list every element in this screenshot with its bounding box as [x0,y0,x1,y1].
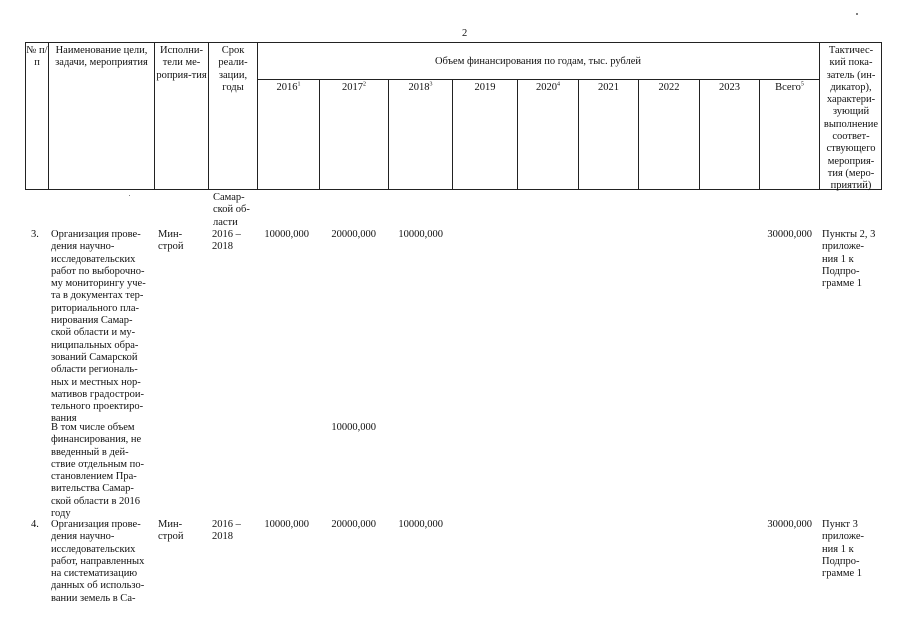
row-number: 4. [31,519,39,530]
row-name: Организация прове- дения научно- исследовательских работ по выборочно- му мониторингу уче- та в документах тер- риториального пла- нирования Самар- ской области и му- ниципальных обра- зований Самарской области региональ- ных и местных нор- мативов градострои- тельного проектиро- вания [51,229,146,425]
row-value-2017: 10000,000 [331,422,376,433]
year-header-2023: 2023 [719,82,740,93]
header-indicator: Тактичес-кий пока-затель (ин-дикатор), характери-зующий выполнение соответ-ствующего мероприя-тия (меро-приятий) [823,45,879,192]
header-name: Наименование цели, задачи, мероприятия [55,45,148,69]
row-value-total: 30000,000 [767,229,812,240]
page-number: 2 [462,28,468,39]
row-executor: Мин- строй [158,519,184,543]
header-financing: Объем финансирования по годам, тыс. рублей [434,56,642,67]
header-executors: Исполни-тели ме-роприя-тия [156,45,207,81]
row-indicator: Пункт 3 приложе- ния 1 к Подпро- грамме 1 [822,519,864,580]
row-value-2018: 10000,000 [398,519,443,530]
scan-speck [129,195,130,196]
scan-speck [856,13,858,15]
header-term: Срок реали-зации, годы [218,45,248,93]
year-header-2020: 2020$^4$ [536,81,560,93]
row-value-2016: 10000,000 [264,229,309,240]
row-name: В том числе объем финансирования, не введенный в дей- ствие отдельным по- становлением Пра- вительства Самар- ской области в 2016 году [51,422,145,520]
year-header-2018: 2018$^3$ [408,81,433,93]
row-number: 3. [31,229,39,240]
year-header-2021: 2021 [598,82,619,93]
row-value-total: 30000,000 [767,519,812,530]
year-header-total: Всего$^5$ [775,81,804,93]
row-value-2016: 10000,000 [264,519,309,530]
year-header-2016: 2016$^1$ [276,81,301,93]
row-value-2017: 20000,000 [331,229,376,240]
row-name: Организация прове- дения научно- исследовательских работ, направленных на систематизацию данных об использо- вании земель в Са- [51,519,145,604]
year-header-2019: 2019 [474,82,496,93]
row-term: 2016 – 2018 [212,519,241,543]
row-indicator: Пункты 2, 3 приложе- ния 1 к Подпро- грамме 1 [822,229,876,290]
year-header-2017: 2017$^2$ [342,81,366,93]
header-num: № п/п [26,45,48,69]
carryover-term: Самар- ской об- ласти [213,192,250,228]
row-value-2017: 20000,000 [331,519,376,530]
year-header-2022: 2022 [658,82,680,93]
row-executor: Мин- строй [158,229,184,253]
row-value-2018: 10000,000 [398,229,443,240]
row-term: 2016 – 2018 [212,229,241,253]
